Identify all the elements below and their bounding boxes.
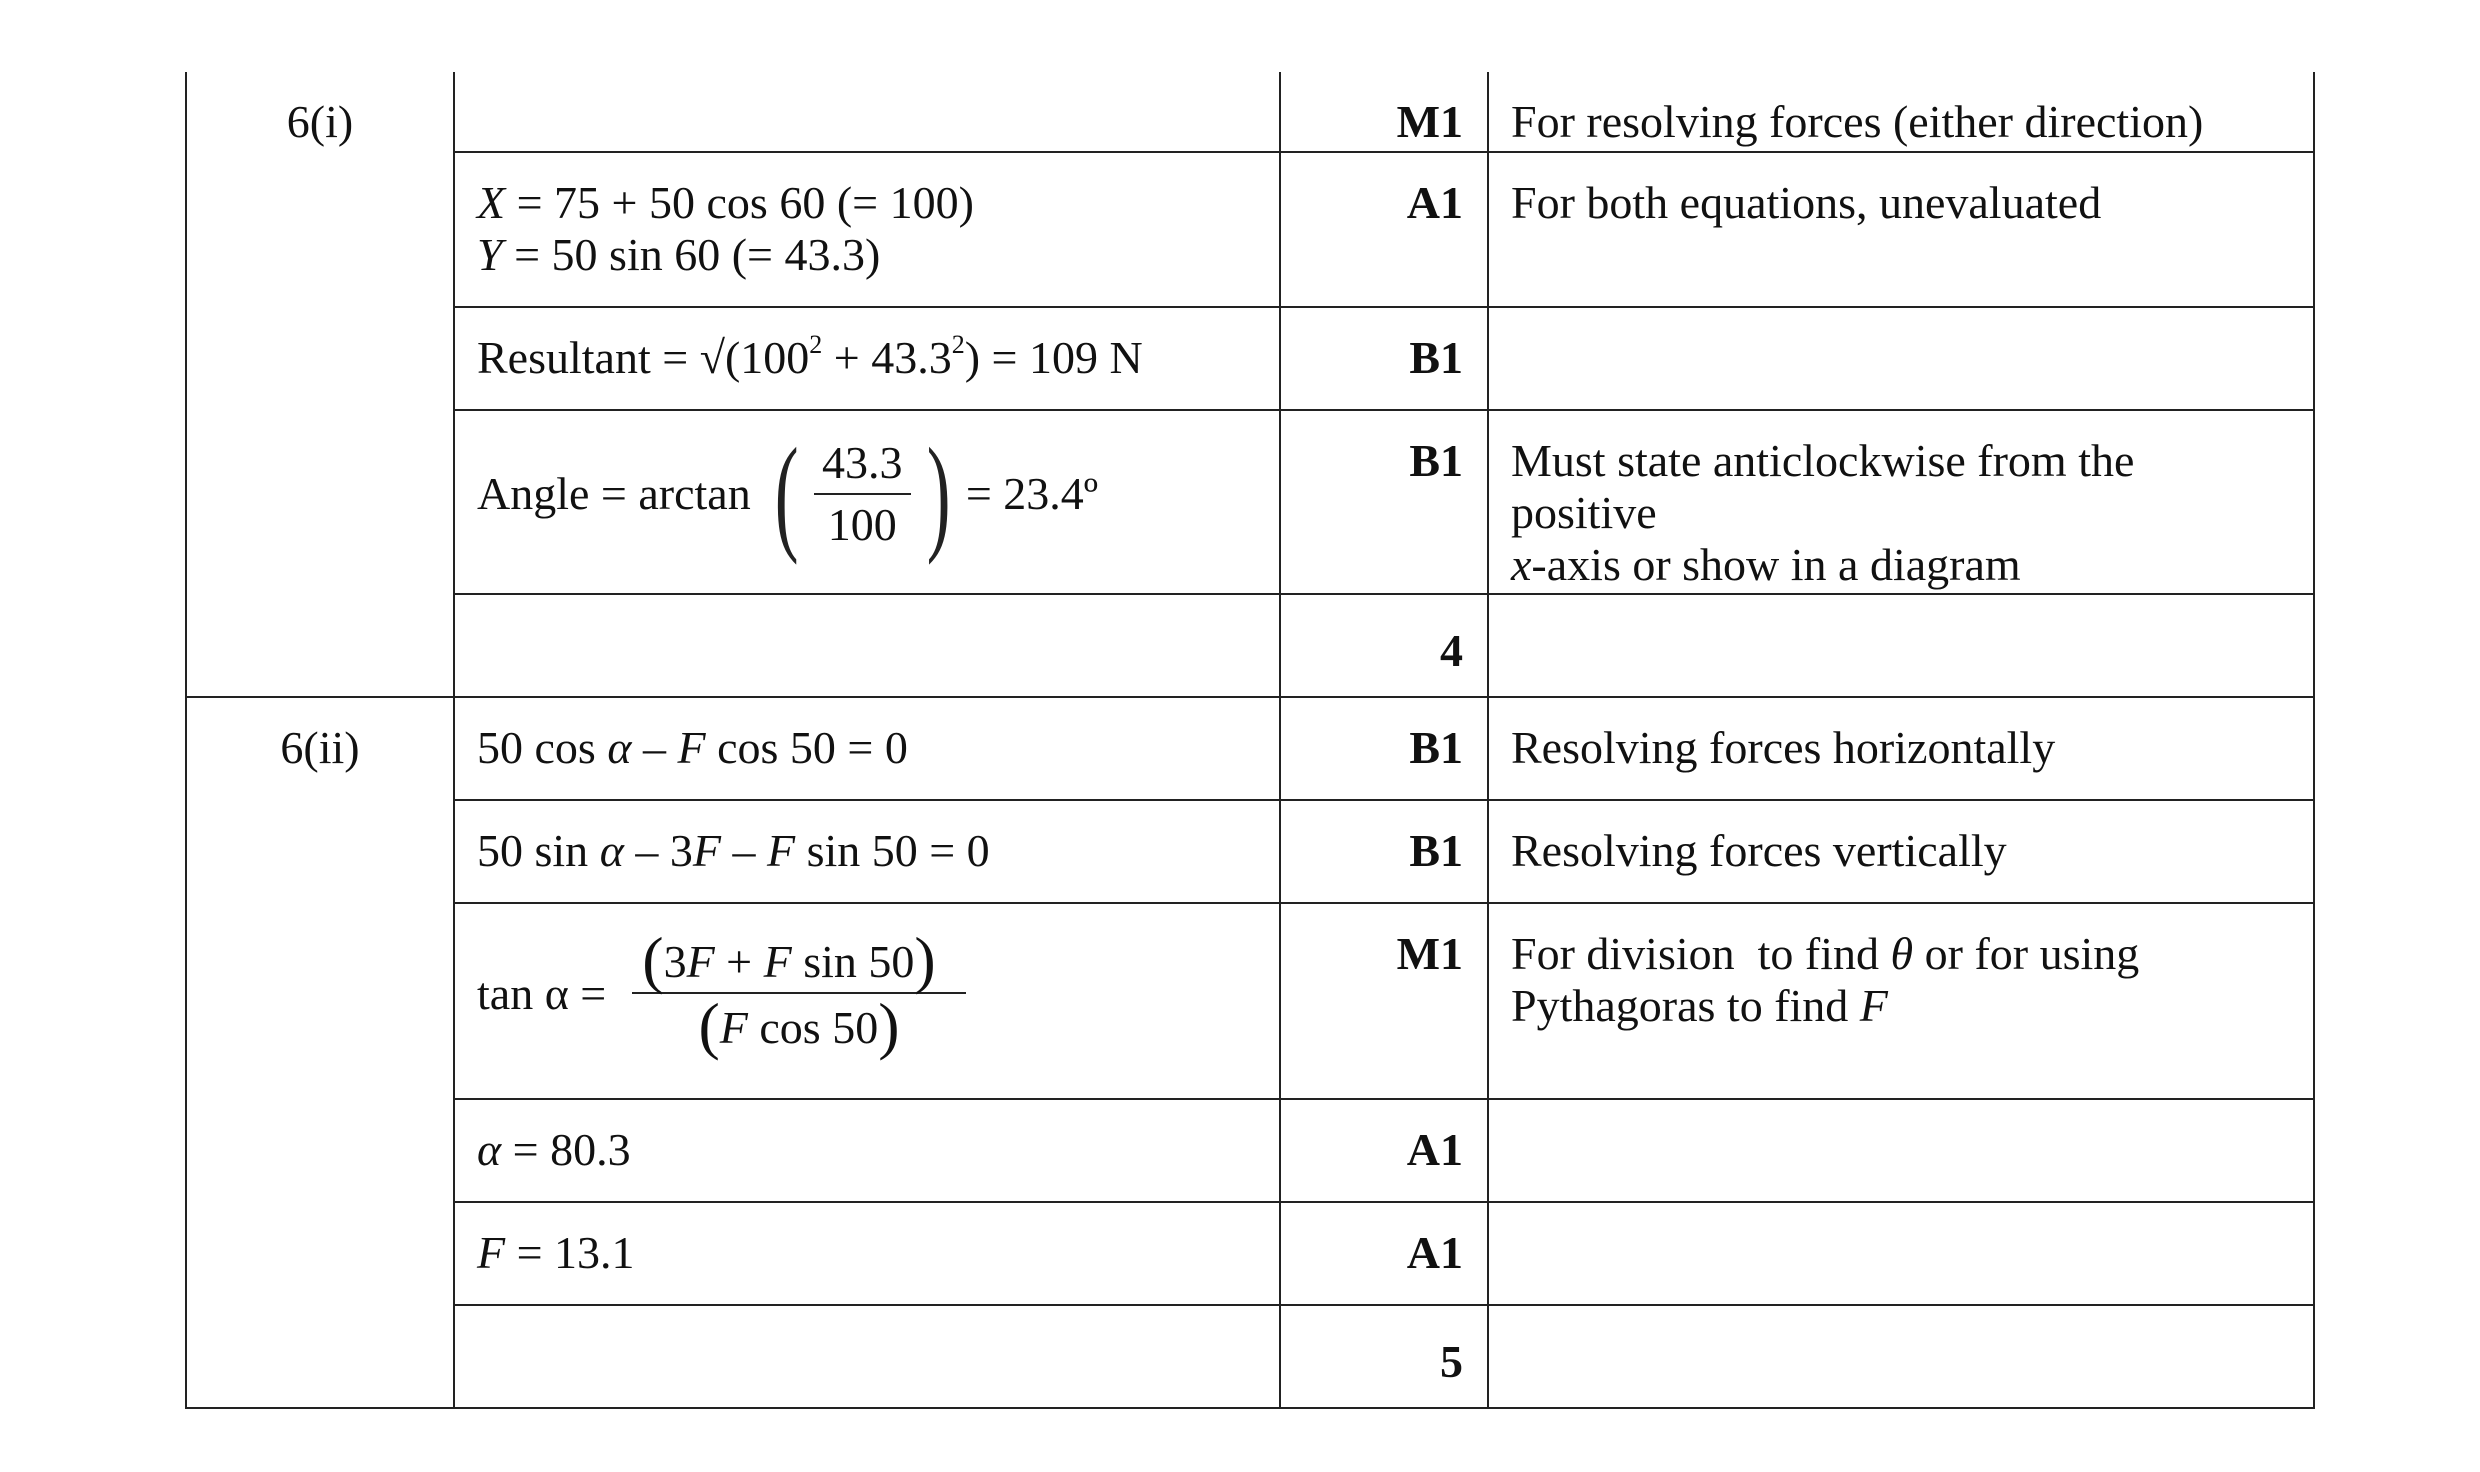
angle-expression bbox=[477, 422, 1099, 566]
mark-total: 5 bbox=[1440, 1336, 1463, 1387]
answer-line: X = 75 + 50 cos 60 (= 100) bbox=[477, 177, 974, 228]
guidance-cell bbox=[1488, 307, 2314, 410]
table-row bbox=[186, 903, 2314, 1099]
answer-suffix: = 23.4º bbox=[965, 468, 1099, 519]
table-row bbox=[186, 800, 2314, 903]
mark-total-cell bbox=[1280, 1305, 1488, 1408]
mark-cell bbox=[1280, 1099, 1488, 1202]
mark-code: B1 bbox=[1409, 332, 1463, 383]
fraction-numerator: (3F + F sin 50) bbox=[632, 934, 965, 994]
table-row bbox=[186, 410, 2314, 594]
mark-cell bbox=[1280, 152, 1488, 307]
mark-code: A1 bbox=[1406, 1124, 1463, 1175]
tan-expression bbox=[477, 924, 972, 1061]
guidance-cell bbox=[1488, 72, 2314, 152]
answer-cell bbox=[454, 1202, 1280, 1305]
answer-prefix: Angle = arctan bbox=[477, 468, 751, 519]
guidance-cell bbox=[1488, 410, 2314, 594]
mark-scheme-table bbox=[185, 72, 2315, 1409]
fraction bbox=[814, 437, 911, 551]
mark-total: 4 bbox=[1440, 625, 1463, 676]
mark-cell bbox=[1280, 800, 1488, 903]
table-row bbox=[186, 594, 2314, 697]
answer-cell bbox=[454, 307, 1280, 410]
mark-cell bbox=[1280, 307, 1488, 410]
left-paren: ( bbox=[774, 422, 799, 566]
table-row bbox=[186, 307, 2314, 410]
guidance-cell bbox=[1488, 1305, 2314, 1408]
guidance-cell bbox=[1488, 1202, 2314, 1305]
mark-code: M1 bbox=[1396, 928, 1463, 979]
answer-cell bbox=[454, 72, 1280, 152]
mark-code: A1 bbox=[1406, 177, 1463, 228]
fraction-denominator: (F cos 50) bbox=[698, 990, 900, 1061]
answer-cell bbox=[454, 1305, 1280, 1408]
fraction-numerator: 43.3 bbox=[814, 437, 911, 495]
table-row bbox=[186, 697, 2314, 800]
answer-cell bbox=[454, 410, 1280, 594]
right-paren: ) bbox=[926, 422, 951, 566]
mark-cell bbox=[1280, 697, 1488, 800]
table-row bbox=[186, 1099, 2314, 1202]
guidance-text: Resolving forces vertically bbox=[1511, 825, 2007, 876]
guidance-text: Must state anticlockwise from the positive bbox=[1511, 435, 2135, 538]
guidance-text: For resolving forces (either direction) bbox=[1511, 96, 2204, 147]
guidance-cell bbox=[1488, 697, 2314, 800]
mark-code: A1 bbox=[1406, 1227, 1463, 1278]
mark-total-cell bbox=[1280, 594, 1488, 697]
guidance-text: x-axis or show in a diagram bbox=[1511, 539, 2021, 590]
guidance-text: For division to find θ or for using bbox=[1511, 928, 2140, 979]
table-row bbox=[186, 1202, 2314, 1305]
guidance-text: Resolving forces horizontally bbox=[1511, 722, 2056, 773]
answer-cell bbox=[454, 152, 1280, 307]
answer-cell bbox=[454, 903, 1280, 1099]
mark-cell bbox=[1280, 1202, 1488, 1305]
table-row bbox=[186, 152, 2314, 307]
answer-line: Resultant = $√(100^2 + 43.3^2) = 109$ N bbox=[477, 329, 1143, 383]
mark-cell bbox=[1280, 903, 1488, 1099]
mark-cell bbox=[1280, 410, 1488, 594]
mark-code: M1 bbox=[1396, 96, 1463, 147]
answer-prefix: tan α = bbox=[477, 968, 607, 1019]
guidance-text: Pythagoras to find F bbox=[1511, 980, 1888, 1031]
question-number-cell bbox=[186, 72, 454, 697]
mark-code: B1 bbox=[1409, 722, 1463, 773]
mark-code: B1 bbox=[1409, 825, 1463, 876]
table-row bbox=[186, 72, 2314, 152]
answer-line: Y = 50 sin 60 (= 43.3) bbox=[477, 229, 881, 280]
answer-cell bbox=[454, 697, 1280, 800]
guidance-cell bbox=[1488, 800, 2314, 903]
fraction bbox=[632, 924, 965, 1061]
answer-cell bbox=[454, 800, 1280, 903]
fraction-denominator: 100 bbox=[827, 499, 897, 550]
answer-line: α = 80.3 bbox=[477, 1124, 631, 1175]
question-number: 6(ii) bbox=[280, 722, 360, 773]
mark-code: B1 bbox=[1409, 435, 1463, 486]
answer-line: 50 cos α – F cos 50 = 0 bbox=[477, 722, 908, 773]
question-number: 6(i) bbox=[286, 96, 354, 147]
answer-line: F = 13.1 bbox=[477, 1227, 635, 1278]
table-row bbox=[186, 1305, 2314, 1408]
answer-cell bbox=[454, 1099, 1280, 1202]
question-number-cell bbox=[186, 697, 454, 1408]
mark-cell bbox=[1280, 72, 1488, 152]
guidance-text: For both equations, unevaluated bbox=[1511, 177, 2102, 228]
guidance-cell bbox=[1488, 903, 2314, 1099]
guidance-cell bbox=[1488, 1099, 2314, 1202]
guidance-cell bbox=[1488, 594, 2314, 697]
answer-cell bbox=[454, 594, 1280, 697]
guidance-cell bbox=[1488, 152, 2314, 307]
answer-line: 50 sin α – 3F – F sin 50 = 0 bbox=[477, 825, 990, 876]
